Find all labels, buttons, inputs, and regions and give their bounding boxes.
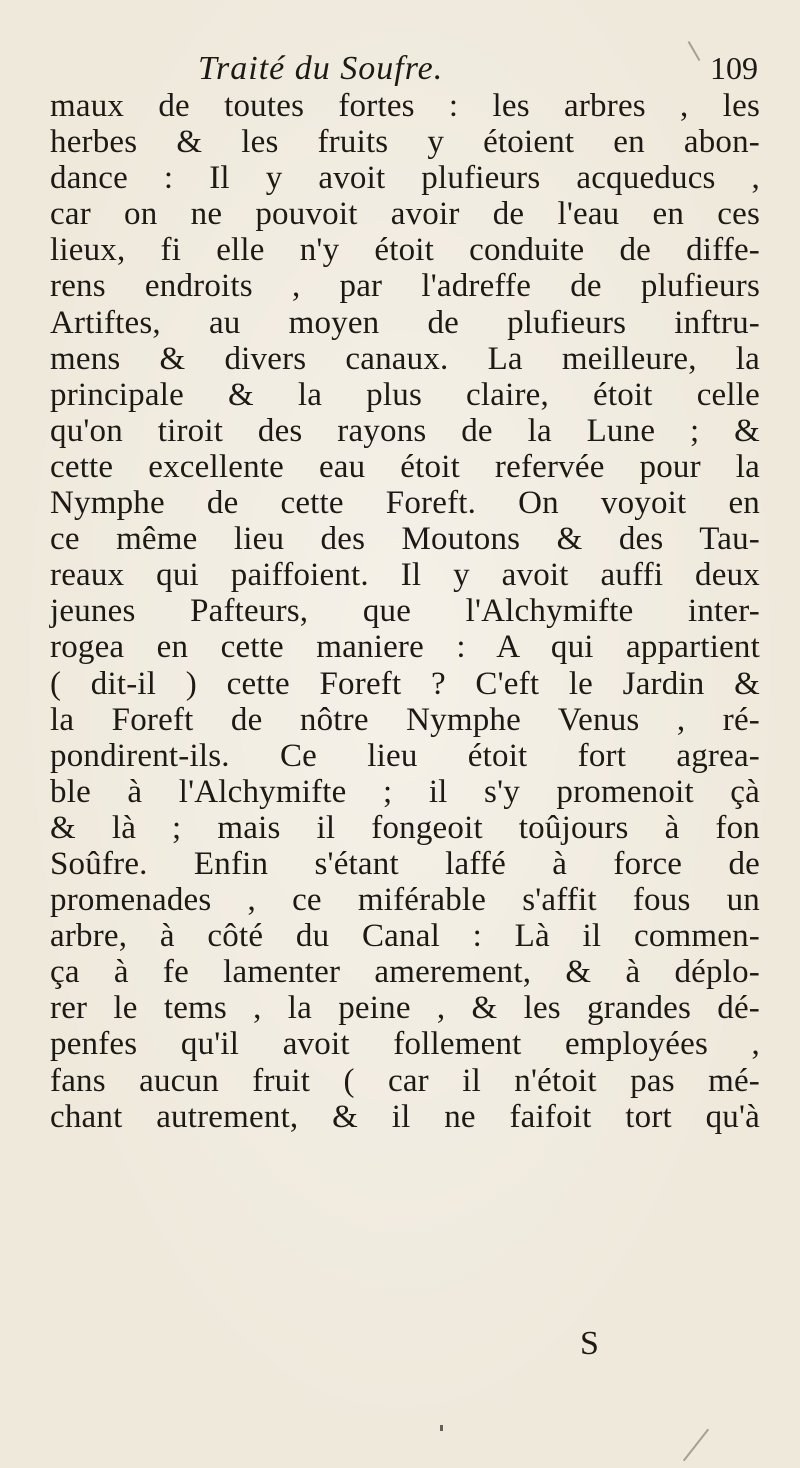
text-line: penfes qu'il avoit follement employées , — [50, 1026, 760, 1063]
text-line: ( dit-il ) cette Foreft ? C'eft le Jardin & — [50, 665, 760, 702]
text-line: mens & divers canaux. La meilleure, la — [50, 340, 760, 377]
running-title: Traité du Soufre. — [198, 50, 444, 87]
ink-speck — [440, 1425, 443, 1431]
text-line: reaux qui paiffoient. Il y avoit auffi deux — [50, 557, 760, 594]
text-line: car on ne pouvoit avoir de l'eau en ces — [50, 196, 760, 233]
text-line: rer le tems , la peine , & les grandes dé- — [50, 990, 760, 1027]
text-line: lieux, fi elle n'y étoit conduite de diffe- — [50, 232, 760, 269]
text-line: fans aucun fruit ( car il n'étoit pas mé- — [50, 1062, 760, 1099]
text-line: qu'on tiroit des rayons de la Lune ; & — [50, 412, 760, 449]
text-line: promenades , ce miférable s'affit fous un — [50, 882, 760, 919]
text-line: & là ; mais il fongeoit toûjours à fon — [50, 809, 760, 846]
text-line: arbre, à côté du Canal : Là il commen- — [50, 918, 760, 955]
text-line: pondirent-ils. Ce lieu étoit fort agrea- — [50, 737, 760, 774]
text-line: la Foreft de nôtre Nymphe Venus , ré- — [50, 701, 760, 738]
text-line: jeunes Pafteurs, que l'Alchymifte inter- — [50, 593, 760, 630]
text-line: ce même lieu des Moutons & des Tau- — [50, 521, 760, 558]
text-line: rens endroits , par l'adreffe de plufieurs — [50, 268, 760, 305]
signature-mark: S — [580, 1325, 599, 1362]
text-line: rogea en cette maniere : A qui appartient — [50, 629, 760, 666]
text-line: ça à fe lamenter amerement, & à déplo- — [50, 954, 760, 991]
text-line: cette excellente eau étoit refervée pour la — [50, 448, 760, 485]
page-number: 109 — [710, 50, 758, 86]
text-line: maux de toutes fortes : les arbres , les — [50, 88, 760, 124]
text-line: principale & la plus claire, étoit celle — [50, 376, 760, 413]
text-line: dance : Il y avoit plufieurs acqueducs , — [50, 160, 760, 197]
body-text — [50, 88, 760, 1135]
paper-mark — [683, 1429, 709, 1462]
text-line: Artiftes, au moyen de plufieurs inftru- — [50, 304, 760, 341]
text-line: herbes & les fruits y étoient en abon- — [50, 124, 760, 161]
text-line: ble à l'Alchymifte ; il s'y promenoit çà — [50, 773, 760, 810]
text-line: chant autrement, & il ne faifoit tort qu'à — [50, 1098, 760, 1135]
text-line: Nymphe de cette Foreft. On voyoit en — [50, 485, 760, 522]
text-line: Soûfre. Enfin s'étant laffé à force de — [50, 845, 760, 882]
